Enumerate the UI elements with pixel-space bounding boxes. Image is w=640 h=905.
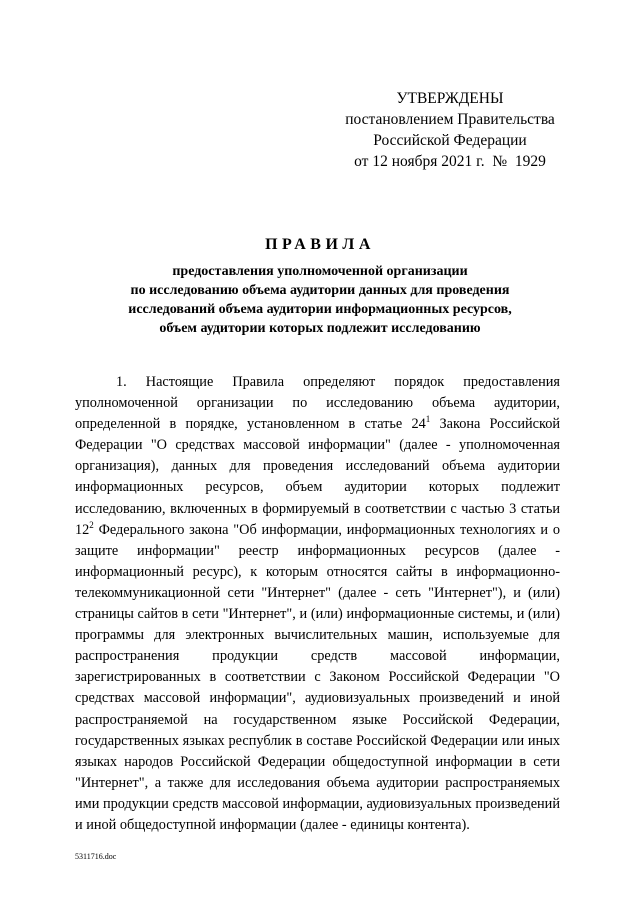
paragraph-text: 1. Настоящие Правила определяют порядок предоставления уполномоченной организации по исследованию объема аудитории, определенной в порядке, установленном в статье 24	[75, 374, 560, 433]
document-title: ПРАВИЛА	[265, 236, 375, 253]
footnote-marker: 1	[425, 414, 431, 425]
subtitle-line: предоставления уполномоченной организации	[172, 264, 468, 279]
footnote-marker: 2	[89, 519, 94, 530]
approval-line: Российской Федерации	[373, 132, 527, 149]
file-name-footer: 5311716.doc	[75, 852, 117, 861]
approval-block	[300, 88, 600, 172]
paragraph-1	[75, 372, 560, 836]
subtitle-line: объем аудитории которых подлежит исследованию	[159, 321, 481, 336]
approval-heading: УТВЕРЖДЕНЫ	[396, 90, 504, 107]
document-subtitle	[90, 262, 550, 338]
approval-line: постановлением Правительства	[345, 111, 555, 128]
paragraph-text: Закона Российской Федерации "О средствах массовой информации" (далее - уполномоченная организация), данных для проведения исследований объема аудитории информационных ресурсов, объем аудитории которых подлежит исследованию, включенных в формируемый в соответствии с частью 3 статьи 12	[75, 416, 561, 538]
subtitle-line: по исследованию объема аудитории данных для проведения	[130, 283, 510, 298]
subtitle-line: исследований объема аудитории информационных ресурсов,	[128, 302, 512, 317]
approval-date-number: от 12 ноября 2021 г. № 1929	[354, 153, 546, 170]
paragraph-text: Федерального закона "Об информации, информационных технологиях и о защите информации" реестр информационных ресурсов (далее - информационный ресурс), к которым относятся сайты в информационно-телекоммуникационной сети "Интернет" (далее - сеть "Интернет"), и (или) страницы сайтов в сети "Интернет", и (или) информационные системы, и (или) программы для электронных вычислительных машин, используемые для распространения продукции средств массовой информации, зарегистрированных в соответствии с Законом Российской Федерации "О средствах массовой информации", аудиовизуальных произведений и иной распространяемой на государственном языке Российской Федерации, государственных языках республик в составе Российской Федерации или иных языках народов Российской Федерации общедоступной информации в сети "Интернет", а также для исследования объема аудитории распространяемых ими продукции средств массовой информации, аудиовизуальных произведений и иной общедоступной информации (далее - единицы контента).	[75, 521, 560, 833]
